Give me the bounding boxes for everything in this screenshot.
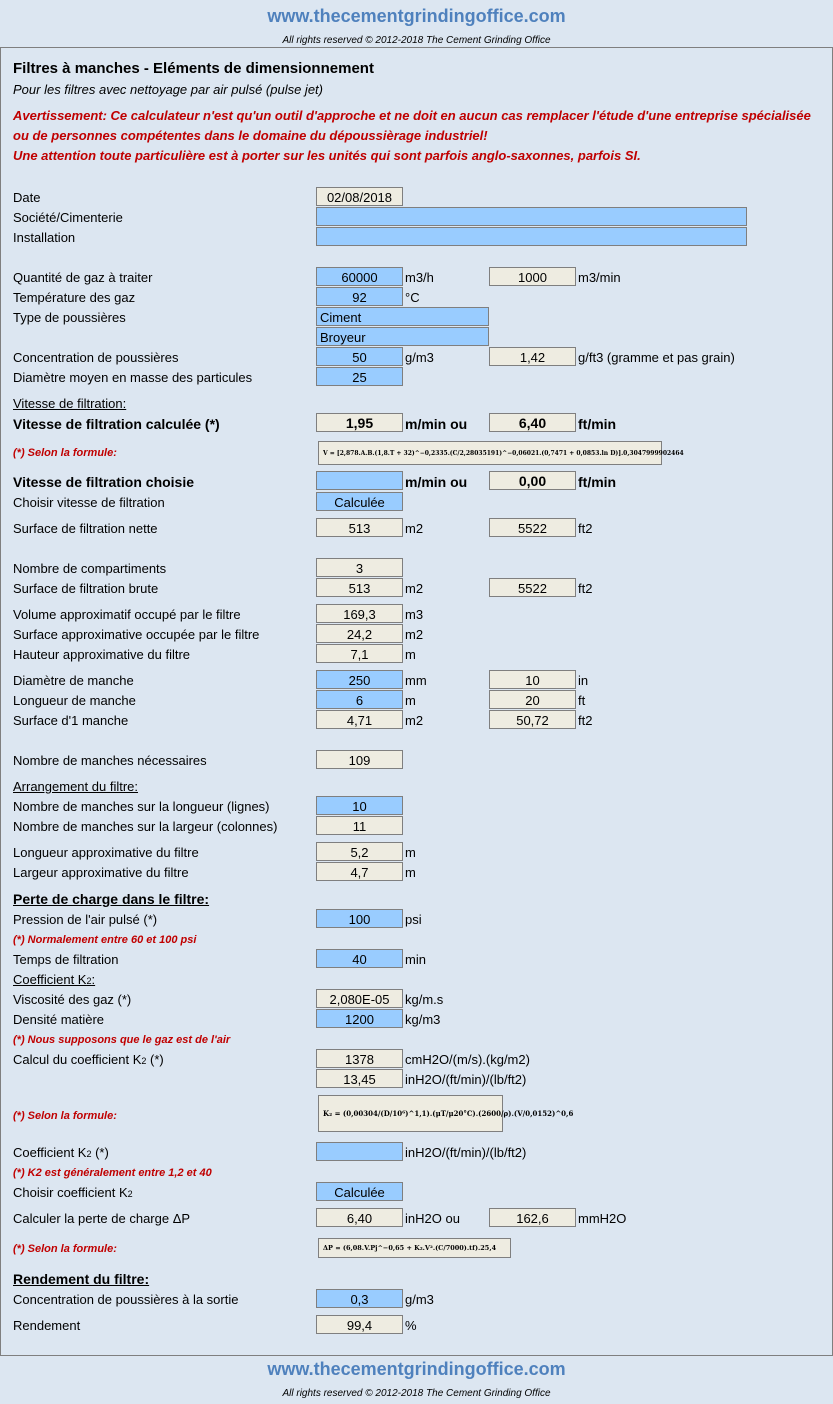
label-diam-manche: Diamètre de manche bbox=[13, 673, 134, 688]
surface-nette-m2-field: 513 bbox=[316, 518, 403, 537]
volume-field: 169,3 bbox=[316, 604, 403, 623]
label-date: Date bbox=[13, 190, 41, 205]
warning-line-1: Avertissement: Ce calculateur n'est qu'un outil d'approche et ne doit en aucun cas remplacer l'étude d'une entreprise spécialisée bbox=[13, 108, 811, 123]
k2-heading-sub: 2 bbox=[86, 976, 92, 986]
unit-gft3: g/ft3 (gramme et pas grain) bbox=[578, 350, 735, 365]
perte-in-field: 6,40 bbox=[316, 1208, 403, 1227]
densite-input[interactable]: 1200 bbox=[316, 1009, 403, 1028]
formula-label-1: (*) Selon la formule: bbox=[13, 447, 117, 459]
calcul-k2-text: Calcul du coefficient K bbox=[13, 1052, 142, 1067]
pression-input[interactable]: 100 bbox=[316, 909, 403, 928]
label-calc-perte: Calculer la perte de charge ΔP bbox=[13, 1211, 191, 1226]
label-long-manche: Longueur de manche bbox=[13, 693, 136, 708]
conc-sortie-input[interactable]: 0,3 bbox=[316, 1289, 403, 1308]
site-url-bottom[interactable]: www.thecementgrindingoffice.com bbox=[267, 1359, 566, 1379]
nb-manches-field: 109 bbox=[316, 750, 403, 769]
unit-m3min: m3/min bbox=[578, 270, 621, 285]
conc-gft3-field: 1,42 bbox=[489, 347, 576, 366]
rights-bottom: All rights reserved © 2012-2018 The Cement Grinding Office bbox=[282, 1388, 551, 1399]
label-installation: Installation bbox=[13, 230, 76, 245]
formula-dp: ΔP = (6,08.V.Pj^−0,65 + K₂.V².(C/7000).tf).25,4 bbox=[318, 1238, 511, 1258]
long-manche-input[interactable]: 6 bbox=[316, 690, 403, 709]
label-vitesse-calc: Vitesse de filtration calculée (*) bbox=[13, 416, 220, 432]
unit-ftmin-1: ft/min bbox=[578, 416, 617, 432]
unit-psi: psi bbox=[405, 912, 422, 927]
warning-line-3: Une attention toute particulière est à porter sur les unités qui sont parfois anglo-saxonnes, parfois SI. bbox=[13, 148, 641, 163]
long-manche-ft-field: 20 bbox=[489, 690, 576, 709]
surface-brute-m2-field: 513 bbox=[316, 578, 403, 597]
unit-mmin-ou-2: m/min ou bbox=[405, 474, 468, 490]
label-temps: Temps de filtration bbox=[13, 952, 119, 967]
label-rendement: Rendement bbox=[13, 1318, 81, 1333]
unit-k2-cm: cmH2O/(m/s).(kg/m2) bbox=[405, 1052, 530, 1067]
label-long-filtre: Longueur approximative du filtre bbox=[13, 845, 199, 860]
long-filtre-field: 5,2 bbox=[316, 842, 403, 861]
label-manches-long: Nombre de manches sur la longueur (lignes) bbox=[13, 799, 270, 814]
unit-ft2-2: ft2 bbox=[578, 581, 593, 596]
divider-top bbox=[0, 47, 833, 48]
label-surface-manche: Surface d'1 manche bbox=[13, 713, 129, 728]
choisir-k2-sub: 2 bbox=[127, 1189, 133, 1199]
unit-k2-in-1: inH2O/(ft/min)/(lb/ft2) bbox=[405, 1072, 527, 1087]
page-subtitle: Pour les filtres avec nettoyage par air pulsé (pulse jet) bbox=[13, 82, 323, 97]
manches-larg-field: 11 bbox=[316, 816, 403, 835]
type-input-2[interactable]: Broyeur bbox=[316, 327, 489, 346]
diam-part-input[interactable]: 25 bbox=[316, 367, 403, 386]
calcul-k2-star: (*) bbox=[146, 1052, 164, 1067]
divider-bottom bbox=[0, 1355, 833, 1356]
label-viscosite: Viscosité des gaz (*) bbox=[13, 992, 132, 1007]
label-pression: Pression de l'air pulsé (*) bbox=[13, 912, 158, 927]
label-vitesse-choisie: Vitesse de filtration choisie bbox=[13, 474, 195, 490]
unit-kgm3: kg/m3 bbox=[405, 1012, 441, 1027]
calcul-k2-sub: 2 bbox=[141, 1056, 147, 1066]
unit-m-1: m bbox=[405, 647, 416, 662]
unit-kgms: kg/m.s bbox=[405, 992, 444, 1007]
warning-line-2: ou de personnes compétentes dans le domaine du dépoussièrage industriel! bbox=[13, 128, 488, 143]
label-larg-filtre: Largeur approximative du filtre bbox=[13, 865, 189, 880]
gaz-m3h-input[interactable]: 60000 bbox=[316, 267, 403, 286]
unit-m3h: m3/h bbox=[405, 270, 434, 285]
surface-nette-ft2-field: 5522 bbox=[489, 518, 576, 537]
label-conc: Concentration de poussières bbox=[13, 350, 179, 365]
arrangement-heading: Arrangement du filtre: bbox=[13, 779, 139, 794]
rendement-heading: Rendement du filtre: bbox=[13, 1271, 150, 1287]
unit-ft2-3: ft2 bbox=[578, 713, 593, 728]
unit-in: in bbox=[578, 673, 589, 688]
unit-m-2: m bbox=[405, 693, 416, 708]
viscosite-field: 2,080E-05 bbox=[316, 989, 403, 1008]
larg-filtre-field: 4,7 bbox=[316, 862, 403, 881]
label-densite: Densité matière bbox=[13, 1012, 105, 1027]
choisir-k2-select[interactable]: Calculée bbox=[316, 1182, 403, 1201]
vitesse-m-field: 1,95 bbox=[316, 413, 403, 432]
choisir-vitesse-select[interactable]: Calculée bbox=[316, 492, 403, 511]
unit-m-4: m bbox=[405, 865, 416, 880]
label-choisir-k2 bbox=[13, 1185, 133, 1202]
vitesse-heading: Vitesse de filtration: bbox=[13, 396, 127, 411]
vitesse-ft-field: 6,40 bbox=[489, 413, 576, 432]
rights-top: All rights reserved © 2012-2018 The Cement Grinding Office bbox=[282, 35, 551, 46]
diam-manche-input[interactable]: 250 bbox=[316, 670, 403, 689]
hauteur-field: 7,1 bbox=[316, 644, 403, 663]
k2-heading-text: Coefficient K bbox=[13, 972, 87, 987]
vitesse-choisie-ft-field: 0,00 bbox=[489, 471, 576, 490]
label-surface-nette: Surface de filtration nette bbox=[13, 521, 158, 536]
coef-k2-sub: 2 bbox=[86, 1149, 92, 1159]
unit-pct: % bbox=[405, 1318, 417, 1333]
k2-cm-field: 1378 bbox=[316, 1049, 403, 1068]
label-societe: Société/Cimenterie bbox=[13, 210, 123, 225]
unit-min: min bbox=[405, 952, 426, 967]
choisir-k2-text: Choisir coefficient K bbox=[13, 1185, 128, 1200]
unit-m3: m3 bbox=[405, 607, 424, 622]
k2-heading bbox=[13, 972, 95, 989]
label-coef-k2 bbox=[13, 1145, 109, 1162]
surface-manche-m2-field: 4,71 bbox=[316, 710, 403, 729]
k2-in-field: 13,45 bbox=[316, 1069, 403, 1088]
vitesse-choisie-input[interactable] bbox=[316, 471, 403, 490]
date-field: 02/08/2018 bbox=[316, 187, 403, 206]
rendement-field: 99,4 bbox=[316, 1315, 403, 1334]
installation-input[interactable] bbox=[316, 227, 747, 246]
type-input-1[interactable]: Ciment bbox=[316, 307, 489, 326]
surface-brute-ft2-field: 5522 bbox=[489, 578, 576, 597]
unit-degc: °C bbox=[405, 290, 420, 305]
unit-mmh2o: mmH2O bbox=[578, 1211, 627, 1226]
unit-ft2-1: ft2 bbox=[578, 521, 593, 536]
perte-mm-field: 162,6 bbox=[489, 1208, 576, 1227]
coef-k2-input[interactable] bbox=[316, 1142, 403, 1161]
label-type: Type de poussières bbox=[13, 310, 126, 325]
page-title: Filtres à manches - Eléments de dimensionnement bbox=[13, 60, 374, 77]
surface-manche-ft2-field: 50,72 bbox=[489, 710, 576, 729]
border-left bbox=[0, 47, 1, 1355]
formula-label-3: (*) Selon la formule: bbox=[13, 1243, 117, 1255]
unit-mm: mm bbox=[405, 673, 427, 688]
site-url-top[interactable]: www.thecementgrindingoffice.com bbox=[267, 6, 566, 26]
gaz-m3min-field: 1000 bbox=[489, 267, 576, 286]
unit-gm3: g/m3 bbox=[405, 350, 434, 365]
unit-m2-3: m2 bbox=[405, 627, 424, 642]
label-diam-part: Diamètre moyen en masse des particules bbox=[13, 370, 253, 385]
label-surface-brute: Surface de filtration brute bbox=[13, 581, 159, 596]
unit-m2-2: m2 bbox=[405, 581, 424, 596]
formula-vitesse: V = [2,878.A.B.(1,8.T + 32)^−0,2335.(C/2,28035191)^−0,06021.(0,7471 + 0,0853.ln D)].0,3047999902464 bbox=[318, 441, 662, 465]
label-nb-manches: Nombre de manches nécessaires bbox=[13, 753, 207, 768]
label-calcul-k2 bbox=[13, 1052, 164, 1069]
perte-heading: Perte de charge dans le filtre: bbox=[13, 891, 210, 907]
societe-input[interactable] bbox=[316, 207, 747, 226]
label-temp: Température des gaz bbox=[13, 290, 136, 305]
label-manches-larg: Nombre de manches sur la largeur (colonnes) bbox=[13, 819, 278, 834]
label-choisir-vitesse: Choisir vitesse de filtration bbox=[13, 495, 165, 510]
conc-input[interactable]: 50 bbox=[316, 347, 403, 366]
label-hauteur: Hauteur approximative du filtre bbox=[13, 647, 191, 662]
unit-ft: ft bbox=[578, 693, 586, 708]
unit-ftmin-2: ft/min bbox=[578, 474, 617, 490]
unit-inh2o-ou: inH2O ou bbox=[405, 1211, 460, 1226]
k2-note: (*) K2 est généralement entre 1,2 et 40 bbox=[13, 1167, 212, 1179]
temps-input[interactable]: 40 bbox=[316, 949, 403, 968]
unit-m-3: m bbox=[405, 845, 416, 860]
label-conc-sortie: Concentration de poussières à la sortie bbox=[13, 1292, 239, 1307]
unit-m2-4: m2 bbox=[405, 713, 424, 728]
label-nb-comp: Nombre de compartiments bbox=[13, 561, 167, 576]
gaz-note: (*) Nous supposons que le gaz est de l'air bbox=[13, 1034, 231, 1046]
nb-comp-field: 3 bbox=[316, 558, 403, 577]
manches-long-input[interactable]: 10 bbox=[316, 796, 403, 815]
surface-occ-field: 24,2 bbox=[316, 624, 403, 643]
unit-mmin-ou-1: m/min ou bbox=[405, 416, 468, 432]
unit-gm3-2: g/m3 bbox=[405, 1292, 434, 1307]
unit-k2-in-2: inH2O/(ft/min)/(lb/ft2) bbox=[405, 1145, 527, 1160]
formula-label-2: (*) Selon la formule: bbox=[13, 1110, 117, 1122]
label-gaz: Quantité de gaz à traiter bbox=[13, 270, 153, 285]
formula-k2: K₂ = (0,00304/(D/10⁶)^1,1).(μT/μ20°C).(2600/ρ).(V/0,0152)^0,6 bbox=[318, 1095, 503, 1132]
coef-k2-text: Coefficient K bbox=[13, 1145, 87, 1160]
coef-k2-star: (*) bbox=[91, 1145, 109, 1160]
unit-m2-1: m2 bbox=[405, 521, 424, 536]
temp-input[interactable]: 92 bbox=[316, 287, 403, 306]
diam-manche-in-field: 10 bbox=[489, 670, 576, 689]
label-volume: Volume approximatif occupé par le filtre bbox=[13, 607, 241, 622]
pression-note: (*) Normalement entre 60 et 100 psi bbox=[13, 934, 197, 946]
k2-heading-colon: : bbox=[91, 972, 96, 987]
label-surface-occ: Surface approximative occupée par le filtre bbox=[13, 627, 260, 642]
